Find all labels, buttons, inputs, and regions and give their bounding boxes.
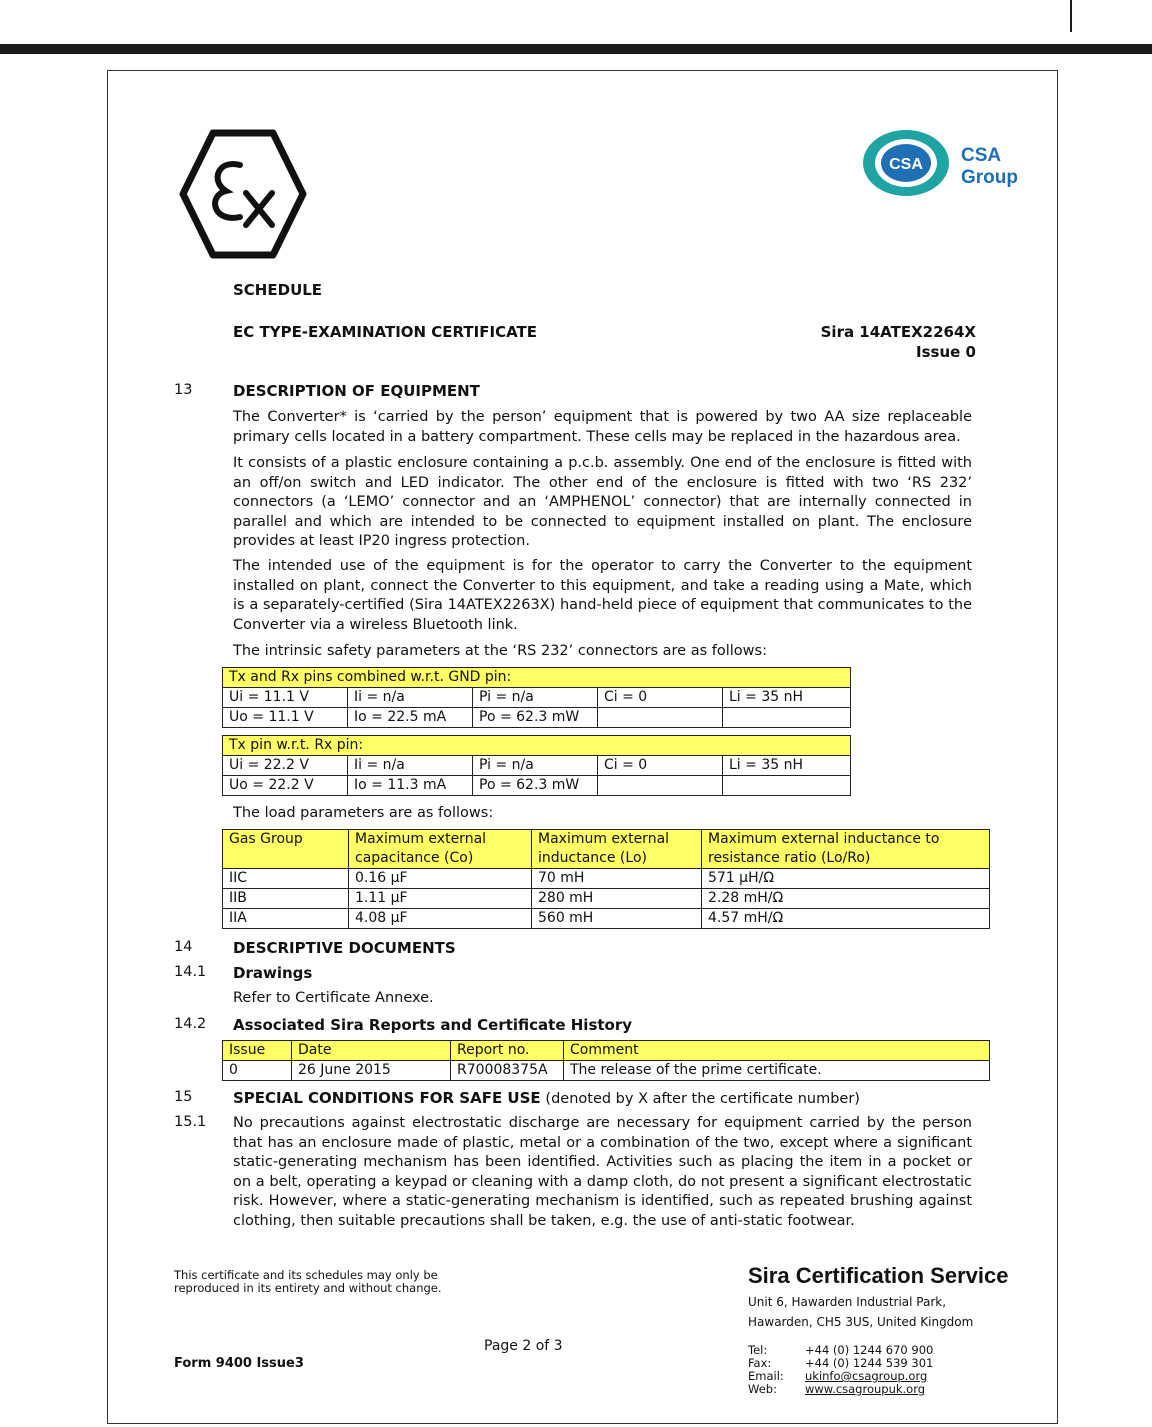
section-14-2-number: 14.2: [174, 1016, 207, 1032]
table-row: [223, 776, 851, 796]
table-row: [223, 869, 990, 889]
table-cell: [723, 708, 851, 728]
table-cell: Ui = 22.2 V: [223, 756, 348, 776]
section-15-title: SPECIAL CONDITIONS FOR SAFE USE: [233, 1089, 541, 1107]
section-13-para-1: The Converter* is ‘carried by the person’ equipment that is powered by two AA size replaceable primary cells located in a battery compartment. These cells may be replaced in the hazardous area.: [233, 409, 972, 445]
table-cell: Pi = n/a: [473, 688, 598, 708]
section-14-1-text: Refer to Certificate Annexe.: [233, 990, 434, 1006]
table-cell: [598, 776, 723, 796]
section-15-title-note: (denoted by X after the certificate number): [545, 1091, 860, 1107]
table-header-cell: Maximum external inductance to resistance ratio (Lo/Ro): [702, 830, 990, 869]
top-tick: [1070, 0, 1072, 32]
section-15-1-number: 15.1: [174, 1114, 207, 1130]
table-cell: IIA: [223, 909, 349, 929]
schedule-heading: SCHEDULE: [233, 281, 323, 299]
section-13-para-2: It consists of a plastic enclosure containing a p.c.b. assembly. One end of the enclosure is fitted with an off/on switch and LED indicator. The other end of the enclosure is fitted with two ‘RS 232’ connectors (a ‘LEMO’ connector and an ‘AMPHENOL’ connector) that are internally connected in parallel and which are intended to be connected to equipment installed on plant. The enclosure provides at least IP20 ingress protection.: [233, 455, 972, 549]
email-label: Email:: [748, 1369, 784, 1383]
section-13-number: 13: [174, 382, 193, 398]
table-cell: Li = 35 nH: [723, 756, 851, 776]
table-row: [223, 1061, 990, 1081]
table-cell: [598, 708, 723, 728]
table-cell: [723, 776, 851, 796]
email-link[interactable]: ukinfo@csagroup.org: [805, 1369, 928, 1383]
table-header-cell: Report no.: [451, 1041, 564, 1061]
table-cell: Li = 35 nH: [723, 688, 851, 708]
table-cell: 1.11 µF: [349, 889, 532, 909]
table-cell: Ci = 0: [598, 688, 723, 708]
fax-value: +44 (0) 1244 539 301: [805, 1356, 934, 1370]
table-header-cell: Maximum external inductance (Lo): [532, 830, 702, 869]
ex-logo-icon: [178, 129, 308, 259]
table-cell: 2.28 mH/Ω: [702, 889, 990, 909]
table-cell: Uo = 22.2 V: [223, 776, 348, 796]
fax-label: Fax:: [748, 1356, 772, 1370]
csa-logo-line1: CSA: [961, 145, 1002, 166]
table-header-cell: Comment: [564, 1041, 990, 1061]
cert-number: Sira 14ATEX2264X: [820, 323, 976, 341]
table-cell: 4.57 mH/Ω: [702, 909, 990, 929]
table-cell: R70008375A: [451, 1061, 564, 1081]
table-cell: Po = 62.3 mW: [473, 708, 598, 728]
table-cell: Pi = n/a: [473, 756, 598, 776]
section-14-title: DESCRIPTIVE DOCUMENTS: [233, 939, 456, 957]
top-rule: [0, 44, 1152, 54]
form-number: Form 9400 Issue3: [174, 1356, 304, 1371]
table-header-row: [223, 1041, 990, 1061]
csa-logo-line2: Group: [961, 167, 1018, 188]
table-row: [223, 889, 990, 909]
web-label: Web:: [748, 1382, 777, 1396]
table-cell: Po = 62.3 mW: [473, 776, 598, 796]
section-13-title: DESCRIPTION OF EQUIPMENT: [233, 382, 480, 400]
section-14-1-title: Drawings: [233, 964, 313, 982]
table-2-header: Tx pin w.r.t. Rx pin:: [223, 736, 851, 756]
table-cell: Io = 22.5 mA: [348, 708, 473, 728]
section-15-1-text: No precautions against electrostatic discharge are necessary for equipment carried by the person that has an enclosure made of plastic, metal or a combination of the two, except where a significant static-generating mechanism has been identified. Activities such as placing the item in a pocket or on a belt, operating a keypad or cleaning with a damp cloth, do not present a significant electrostatic risk. However, where a static-generating mechanism is identified, such as repeated brushing against clothing, then suitable precautions shall be taken, e.g. the use of anti-static footwear.: [233, 1115, 972, 1229]
is-params-table-1: [222, 667, 851, 728]
table-cell: IIC: [223, 869, 349, 889]
section-14-2-title: Associated Sira Reports and Certificate History: [233, 1016, 633, 1034]
table-row: [223, 756, 851, 776]
table-cell: 0.16 µF: [349, 869, 532, 889]
section-13-para-5: The load parameters are as follows:: [233, 805, 494, 821]
table-header-cell: Maximum external capacitance (Co): [349, 830, 532, 869]
table-cell: 26 June 2015: [292, 1061, 451, 1081]
is-params-table-2: [222, 735, 851, 796]
table-cell: 560 mH: [532, 909, 702, 929]
table-header-cell: Issue: [223, 1041, 292, 1061]
table-cell: Uo = 11.1 V: [223, 708, 348, 728]
footer-note-line-2: reproduced in its entirety and without change.: [174, 1281, 442, 1295]
page-number: Page 2 of 3: [484, 1338, 563, 1354]
web-link[interactable]: www.csagroupuk.org: [805, 1382, 926, 1396]
sira-org-name: Sira Certification Service: [748, 1263, 1009, 1288]
cert-issue: Issue 0: [916, 343, 976, 361]
table-cell: Ii = n/a: [348, 756, 473, 776]
table-cell: Ui = 11.1 V: [223, 688, 348, 708]
section-15-heading: [233, 1089, 860, 1107]
csa-emblem-icon: [860, 127, 952, 199]
certificate-page: [107, 70, 1058, 1424]
table-cell: 4.08 µF: [349, 909, 532, 929]
sira-address-line-2: Hawarden, CH5 3US, United Kingdom: [748, 1315, 974, 1329]
tel-value: +44 (0) 1244 670 900: [805, 1343, 934, 1357]
table-cell: Io = 11.3 mA: [348, 776, 473, 796]
table-cell: IIB: [223, 889, 349, 909]
table-cell: 280 mH: [532, 889, 702, 909]
table-row: [223, 708, 851, 728]
footer-note-line-1: This certificate and its schedules may only be: [174, 1268, 438, 1282]
load-params-table: [222, 829, 990, 929]
report-history-table: [222, 1040, 990, 1081]
section-15-number: 15: [174, 1089, 193, 1105]
table-header-row: [223, 830, 990, 869]
cert-type-heading: EC TYPE-EXAMINATION CERTIFICATE: [233, 323, 538, 341]
section-13-para-3: The intended use of the equipment is for the operator to carry the Converter to the equipment installed on plant, connect the Converter to this equipment, and take a reading using a Mate, which is a separately-certified (Sira 14ATEX2263X) hand-held piece of equipment that communicates to the Converter via a wireless Bluetooth link.: [233, 558, 972, 633]
table-row: [223, 688, 851, 708]
table-cell: Ci = 0: [598, 756, 723, 776]
tel-label: Tel:: [748, 1343, 768, 1357]
table-row: [223, 909, 990, 929]
section-14-number: 14: [174, 939, 193, 955]
table-cell: 70 mH: [532, 869, 702, 889]
table-1-header: Tx and Rx pins combined w.r.t. GND pin:: [223, 668, 851, 688]
table-cell: 0: [223, 1061, 292, 1081]
table-header-cell: Date: [292, 1041, 451, 1061]
table-cell: The release of the prime certificate.: [564, 1061, 990, 1081]
table-header-cell: Gas Group: [223, 830, 349, 869]
sira-address-line-1: Unit 6, Hawarden Industrial Park,: [748, 1295, 947, 1309]
section-14-1-number: 14.1: [174, 964, 207, 980]
section-13-para-4: The intrinsic safety parameters at the ‘RS 232’ connectors are as follows:: [233, 643, 767, 659]
table-cell: 571 µH/Ω: [702, 869, 990, 889]
csa-emblem-text: CSA: [889, 156, 923, 173]
table-cell: Ii = n/a: [348, 688, 473, 708]
